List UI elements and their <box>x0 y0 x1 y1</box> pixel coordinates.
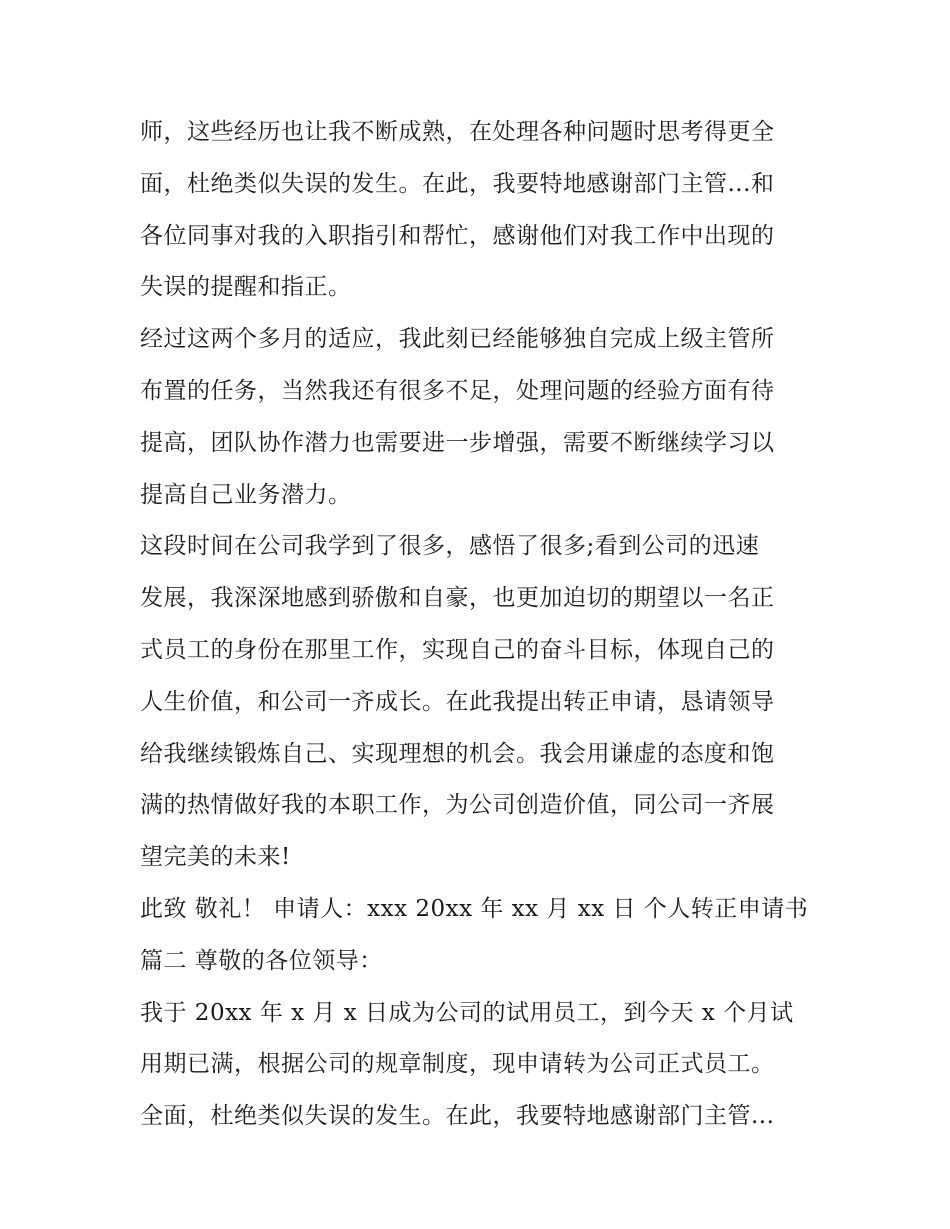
text-line: 我于 20xx 年 x 月 x 日成为公司的试用员工，到今天 x 个月试 <box>140 999 794 1026</box>
text-line: 发展，我深深地感到骄傲和自豪，也更加迫切的期望以一名正 <box>140 585 775 612</box>
text-line: 经过这两个多月的适应，我此刻已经能够独自完成上级主管所 <box>140 326 775 353</box>
text-line: 望完美的未来! <box>140 844 291 871</box>
text-line: 提高，团队协作潜力也需要进一步增强，需要不断继续学习以 <box>140 429 775 456</box>
text-line: 式员工的身份在那里工作，实现自己的奋斗目标，体现自己的 <box>140 636 775 663</box>
text-line: 面，杜绝类似失误的发生。在此，我要特地感谢部门主管...和 <box>140 170 775 197</box>
text-line: 各位同事对我的入职指引和帮忙，感谢他们对我工作中出现的 <box>140 222 775 249</box>
text-line: 篇二 尊敬的各位领导： <box>140 947 383 974</box>
document-body <box>140 107 820 1143</box>
text-line: 此致 敬礼！ 申请人：xxx 20xx 年 xx 月 xx 日 个人转正申请书 <box>140 895 809 922</box>
text-line: 失误的提醒和指正。 <box>140 274 352 301</box>
text-line: 全面，杜绝类似失误的发生。在此，我要特地感谢部门主管... <box>140 1103 775 1130</box>
text-line: 布置的任务，当然我还有很多不足，处理问题的经验方面有待 <box>140 377 775 404</box>
text-line: 用期已满，根据公司的规章制度，现申请转为公司正式员工。 <box>140 1051 775 1078</box>
text-line: 满的热情做好我的本职工作，为公司创造价值，同公司一齐展 <box>140 792 775 819</box>
text-line: 提高自己业务潜力。 <box>140 481 352 508</box>
text-line: 人生价值，和公司一齐成长。在此我提出转正申请，恳请领导 <box>140 688 775 715</box>
text-line: 这段时间在公司我学到了很多，感悟了很多;看到公司的迅速 <box>140 533 760 560</box>
text-line: 师，这些经历也让我不断成熟，在处理各种问题时思考得更全 <box>140 119 775 145</box>
text-line: 给我继续锻炼自己、实现理想的机会。我会用谦虚的态度和饱 <box>140 740 775 767</box>
